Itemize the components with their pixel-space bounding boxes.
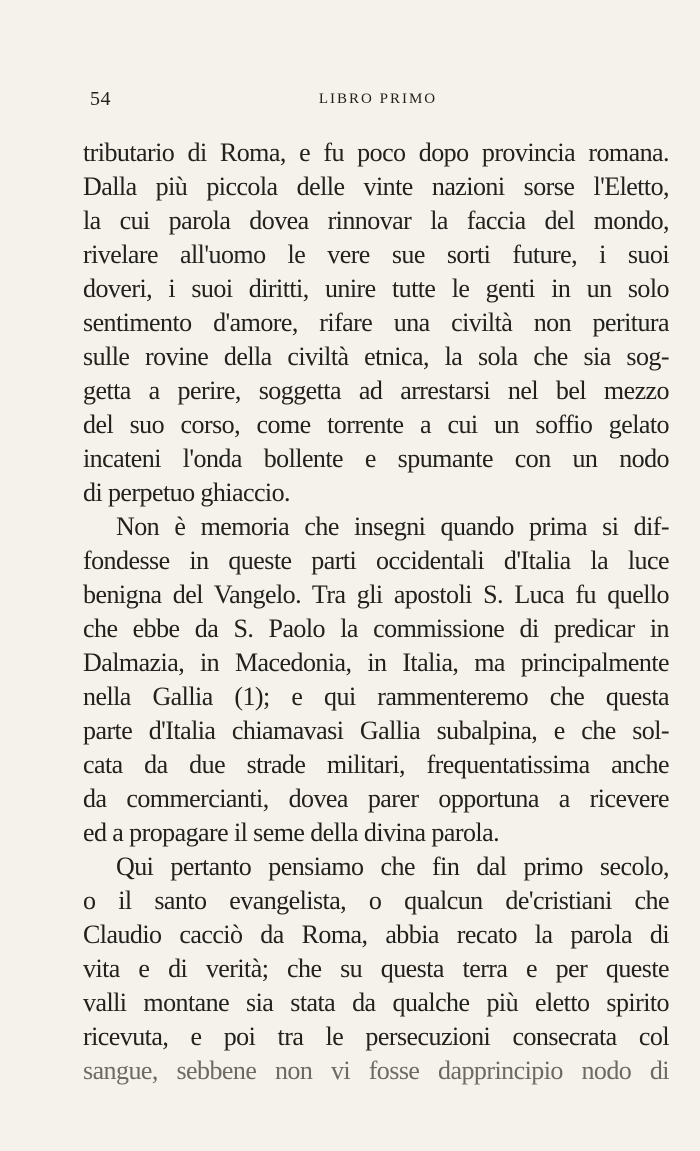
- running-head: LIBRO PRIMO: [318, 91, 438, 107]
- text-line: Claudio cacciò da Roma, abbia recato la parola di: [83, 920, 669, 949]
- text-line: incateni l'onda bollente e spumante con un nodo: [83, 444, 669, 473]
- text-line: rivelare all'uomo le vere sue sorti future, i suoi: [83, 240, 669, 269]
- body-text: [83, 136, 669, 1088]
- text-line: sangue, sebbene non vi fosse dapprincipio nodo di: [83, 1056, 669, 1085]
- text-line: che ebbe da S. Paolo la commissione di predicar in: [83, 614, 669, 643]
- text-line: doveri, i suoi diritti, unire tutte le genti in un solo: [83, 274, 669, 303]
- text-line: Dalla più piccola delle vinte nazioni sorse l'Eletto,: [83, 172, 669, 201]
- text-line: parte d'Italia chiamavasi Gallia subalpina, e che sol-: [83, 716, 669, 745]
- text-line: Dalmazia, in Macedonia, in Italia, ma principalmente: [83, 648, 669, 677]
- paragraph-first-line: Non è memoria che insegni quando prima si dif-: [116, 512, 669, 541]
- text-line: fondesse in queste parti occidentali d'Italia la luce: [83, 546, 669, 575]
- text-line: del suo corso, come torrente a cui un soffio gelato: [83, 410, 669, 439]
- text-line: ricevuta, e poi tra le persecuzioni consecrata col: [83, 1022, 669, 1051]
- text-line: ed a propagare il seme della divina parola.: [83, 818, 500, 847]
- text-line: da commercianti, dovea parer opportuna a ricevere: [83, 784, 669, 813]
- page-header: [90, 88, 666, 116]
- text-line: cata da due strade militari, frequentatissima anche: [83, 750, 669, 779]
- page-number: 54: [90, 88, 111, 110]
- paragraph-first-line: Qui pertanto pensiamo che fin dal primo secolo,: [116, 852, 669, 881]
- text-line: valli montane sia stata da qualche più eletto spirito: [83, 988, 669, 1017]
- text-line: nella Gallia (1); e qui rammenteremo che questa: [83, 682, 669, 711]
- text-line: la cui parola dovea rinnovar la faccia del mondo,: [83, 206, 669, 235]
- text-line: sentimento d'amore, rifare una civiltà non peritura: [83, 308, 669, 337]
- text-line: sulle rovine della civiltà etnica, la sola che sia sog-: [83, 342, 669, 371]
- text-line: o il santo evangelista, o qualcun de'cristiani che: [83, 886, 669, 915]
- text-line: benigna del Vangelo. Tra gli apostoli S. Luca fu quello: [83, 580, 669, 609]
- text-line: tributario di Roma, e fu poco dopo provincia romana.: [83, 138, 669, 167]
- text-line: vita e di verità; che su questa terra e per queste: [83, 954, 669, 983]
- text-line: getta a perire, soggetta ad arrestarsi nel bel mezzo: [83, 376, 669, 405]
- text-line: di perpetuo ghiaccio.: [83, 478, 291, 507]
